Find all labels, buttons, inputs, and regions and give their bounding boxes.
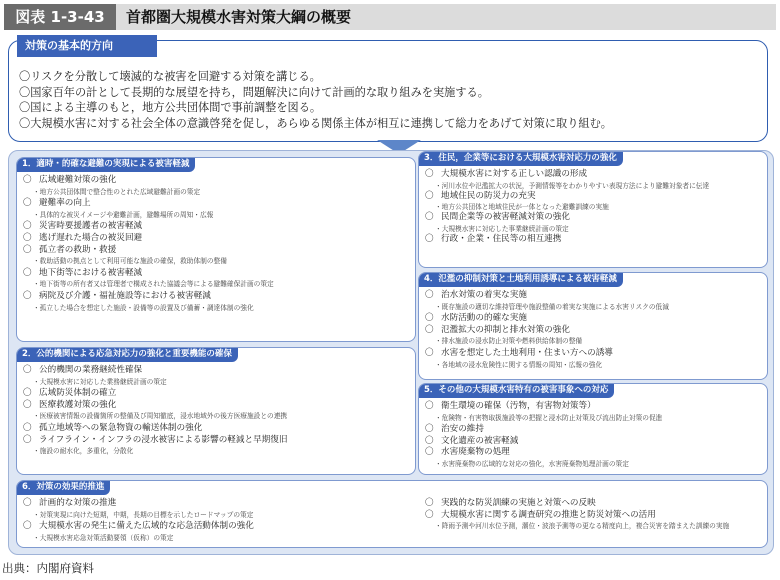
measure-item	[425, 447, 763, 459]
measure-title: 災害時要援護者の被害軽減	[39, 221, 143, 232]
basic-direction-item: 〇国家百年の計として長期的な展望を持ち，問題解決に向けて計画的な取り組みを実施する。	[19, 85, 489, 99]
circle-bullet-icon: 〇	[23, 244, 32, 255]
measure-item	[425, 498, 761, 510]
circle-bullet-icon: 〇	[425, 190, 434, 201]
panel-flood-control	[418, 272, 768, 380]
panel-residents-companies	[418, 151, 768, 268]
measure-detail: ・地方公共団体と地域住民が一体となった避難訓練の実施	[435, 203, 609, 212]
measure-detail: ・地下街等の所有者又は管理者で構成された協議会等による避難確保計画の策定	[33, 280, 274, 289]
measure-title: 医療救護対策の強化	[39, 399, 117, 410]
panel-item-list	[23, 175, 411, 314]
measure-detail: ・救助活動の拠点として利用可能な施設の確保，救助体制の整備	[33, 257, 227, 266]
panel-item-list	[23, 365, 411, 458]
circle-bullet-icon: 〇	[425, 424, 434, 435]
measure-detail: ・降雨予測や河川水位予測，潮位・波浪予測等の更なる精度向上，複合災害を踏まえた訓練の実施	[435, 522, 730, 531]
panel-other-damage	[418, 383, 768, 475]
measure-title: 逃げ遅れた場合の被災回避	[39, 232, 143, 243]
panel-item-list	[425, 498, 761, 531]
basic-direction-item: 〇国による主導のもと，地方公共団体間で事前調整を図る。	[19, 101, 322, 114]
measure-detail: ・孤立した場合を想定した施設・設備等の設置及び備蓄・調達体制の強化	[33, 303, 254, 312]
measure-item	[23, 233, 411, 245]
panel-item-list	[425, 290, 763, 371]
figure-title: 首都圏大規模水害対策大綱の概要	[126, 8, 352, 26]
measure-detail: ・危険物・有害物取扱施設等の把握と浸水防止対策及び流出防止対策の促進	[435, 413, 663, 422]
measure-item	[23, 423, 411, 435]
circle-bullet-icon: 〇	[23, 388, 32, 399]
measure-item	[425, 436, 763, 448]
panel-label: 1．適時・的確な避難の実現による被害軽減	[16, 157, 195, 172]
panel-item-list	[425, 401, 763, 471]
basic-direction-box	[8, 40, 768, 142]
measure-detail: ・各地域の浸水危険性に関する情報の周知・広報の強化	[435, 360, 603, 369]
panel-item-list	[425, 169, 763, 245]
measure-item	[23, 198, 411, 210]
circle-bullet-icon: 〇	[23, 399, 32, 410]
measure-title: 大規模水害の発生に備えた広域的な応急活動体制の強化	[39, 521, 254, 532]
circle-bullet-icon: 〇	[23, 232, 32, 243]
measure-item	[425, 424, 763, 436]
circle-bullet-icon: 〇	[425, 401, 434, 411]
measure-item	[23, 521, 418, 533]
measure-title: 大規模水害に関する調査研究の推進と防災対策への活用	[441, 509, 656, 520]
circle-bullet-icon: 〇	[425, 212, 434, 223]
panel-label: 3．住民，企業等における大規模水害対応力の強化	[418, 151, 623, 166]
panel-item-list	[23, 498, 418, 544]
measure-title: 病院及び介護・福祉施設等における被害軽減	[39, 290, 211, 301]
panel-label: 2．公的機関による応急対応力の強化と重要機能の確保	[16, 347, 238, 362]
measure-title: 計画的な対策の推進	[39, 498, 117, 508]
panel-label: 5．その他の大規模水害特有の被害事象への対応	[418, 383, 614, 398]
measure-item	[425, 290, 763, 302]
measure-item	[23, 245, 411, 257]
circle-bullet-icon: 〇	[23, 498, 32, 508]
measure-item	[23, 498, 418, 510]
circle-bullet-icon: 〇	[425, 290, 434, 300]
measure-item	[23, 175, 411, 187]
measure-title: 衛生環境の確保（汚物，有害物対策等）	[441, 401, 596, 411]
measure-item	[425, 510, 761, 522]
measure-item	[425, 401, 763, 413]
measure-title: 水害を想定した土地利用・住まい方への誘導	[441, 347, 613, 358]
measure-item	[425, 348, 763, 360]
circle-bullet-icon: 〇	[425, 169, 434, 179]
measure-title: 地下街等における被害軽減	[39, 267, 143, 278]
measure-title: 行政・企業・住民等の相互連携	[441, 233, 562, 244]
measure-title: 避難率の向上	[39, 198, 91, 209]
measure-title: 孤立地域等への緊急物資の輸送体制の強化	[39, 422, 203, 433]
measure-detail: ・水害廃棄物の広域的な対応の強化，水害廃棄物処理計画の策定	[435, 459, 629, 468]
measure-title: 広域避難対策の強化	[39, 175, 117, 185]
panel-effective-promotion	[16, 480, 768, 548]
measure-title: 実践的な防災訓練の実施と対策への反映	[441, 498, 596, 508]
circle-bullet-icon: 〇	[23, 221, 32, 232]
measure-detail: ・医療被害情報の設備箇所の整備及び周知徹底，浸水地域外の後方医療施設との連携	[33, 412, 288, 421]
circle-bullet-icon: 〇	[425, 447, 434, 458]
measure-detail: ・具体的な被災イメージや避難計画，避難場所の周知・広報	[33, 210, 214, 219]
basic-direction-label: 対策の基本的方向	[17, 35, 157, 57]
measure-detail: ・大規模水害に対応した事業継続計画の策定	[435, 224, 569, 233]
measure-title: 氾濫拡大の抑制と排水対策の強化	[441, 324, 570, 335]
measure-item	[23, 221, 411, 233]
measure-title: 大規模水害に対する正しい認識の形成	[441, 169, 588, 179]
measure-detail: ・大規模水害に対応した業務継続計画の策定	[33, 377, 167, 386]
circle-bullet-icon: 〇	[23, 290, 32, 301]
measure-title: 公的機関の業務継続性確保	[39, 365, 143, 375]
measure-item	[23, 268, 411, 280]
measure-detail: ・既存施設の適切な維持管理や施設整備の着実な実施による水害リスクの低減	[435, 302, 669, 311]
panel-label: 6．対策の効果的推進	[16, 480, 110, 495]
circle-bullet-icon: 〇	[23, 175, 32, 185]
measure-item	[425, 234, 763, 246]
circle-bullet-icon: 〇	[23, 422, 32, 433]
circle-bullet-icon: 〇	[425, 498, 434, 508]
circle-bullet-icon: 〇	[425, 233, 434, 244]
measure-detail: ・大規模水害応急対策活動要領（仮称）の策定	[33, 533, 174, 542]
measure-title: 治安の維持	[441, 424, 484, 435]
basic-direction-list	[19, 69, 612, 131]
measure-item	[425, 191, 763, 203]
circle-bullet-icon: 〇	[23, 267, 32, 278]
measure-title: 民間企業等の被害軽減対策の強化	[441, 212, 570, 223]
measure-detail: ・排水施設の浸水防止対策や燃料供給体制の整備	[435, 337, 583, 346]
measure-item	[425, 212, 763, 224]
measure-title: ライフライン・インフラの浸水被害による影響の軽減と早期復旧	[39, 434, 288, 445]
measure-item	[23, 291, 411, 303]
measure-item	[425, 325, 763, 337]
measure-title: 孤立者の救助・救援	[39, 244, 117, 255]
measure-item	[23, 400, 411, 412]
circle-bullet-icon: 〇	[23, 198, 32, 209]
measure-title: 治水対策の着実な実施	[441, 290, 527, 300]
measure-item	[23, 365, 411, 377]
measure-detail: ・対策実現に向けた短期，中期，長期の目標を示したロードマップの策定	[33, 510, 254, 519]
circle-bullet-icon: 〇	[425, 313, 434, 324]
panel-public-response	[16, 347, 416, 475]
measure-title: 文化遺産の被害軽減	[441, 435, 519, 446]
measure-item	[425, 169, 763, 181]
circle-bullet-icon: 〇	[23, 365, 32, 375]
circle-bullet-icon: 〇	[425, 435, 434, 446]
measure-detail: ・地方公共団体間で整合性のとれた広域避難計画の策定	[33, 187, 201, 196]
measure-title: 水害廃棄物の処理	[441, 447, 510, 458]
measure-title: 地域住民の防災力の充実	[441, 190, 536, 201]
measure-title: 広域防災体制の確立	[39, 388, 117, 399]
measure-item	[23, 388, 411, 400]
figure-number: 図表 1-3-43	[4, 4, 116, 30]
measure-title: 水防活動の的確な実施	[441, 313, 527, 324]
measure-detail: ・施設の耐水化，多重化，分散化	[33, 447, 134, 456]
figure-header	[4, 4, 776, 30]
measure-item	[425, 313, 763, 325]
source-note: 出典：内閣府資料	[2, 561, 94, 575]
basic-direction-item: 〇大規模水害に対する社会全体の意識啓発を促し，あらゆる関係主体が相互に連携して総力をあげて対策に取り組む。	[19, 116, 612, 130]
measure-item	[23, 435, 411, 447]
circle-bullet-icon: 〇	[23, 434, 32, 445]
panel-evacuation	[16, 157, 416, 342]
basic-direction-item: 〇リスクを分散して壊滅的な被害を回避する対策を講じる。	[19, 70, 321, 83]
circle-bullet-icon: 〇	[425, 324, 434, 335]
measure-detail: ・河川水位や氾濫拡大の状況，予測情報等をわかりやすい表現方法により避難対象者に伝達	[435, 181, 710, 190]
circle-bullet-icon: 〇	[23, 521, 32, 532]
panel-label: 4．氾濫の抑制対策と土地利用誘導による被害軽減	[418, 272, 623, 287]
circle-bullet-icon: 〇	[425, 347, 434, 358]
circle-bullet-icon: 〇	[425, 509, 434, 520]
